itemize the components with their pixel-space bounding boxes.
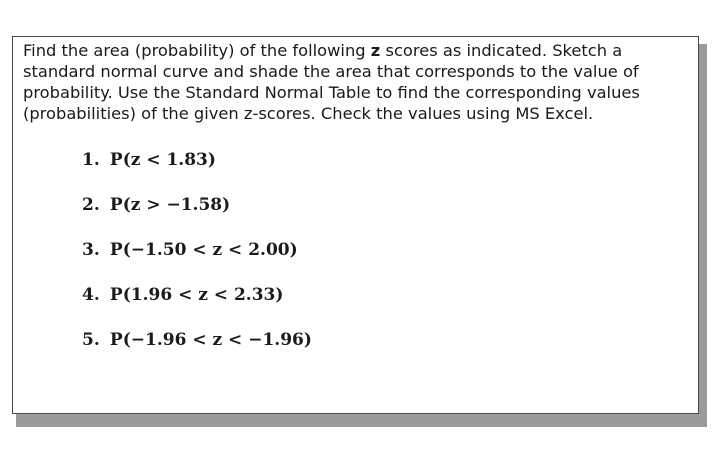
problem-expression: P(1.96 < z < 2.33) — [109, 285, 284, 305]
problem-item-5 — [82, 329, 312, 374]
problem-number: 3. — [82, 240, 100, 260]
problem-expression: P(z > −1.58) — [109, 195, 231, 215]
instructions-z-bold: z — [370, 41, 381, 60]
problem-box — [12, 36, 699, 414]
instructions-part-2: scores as indicated. Sketch a standard normal curve and shade the area that corresponds to the value of probability. Use the Standard Normal Table to find the corresponding values (probabilities) of the given z-scores. Check the values using MS Excel. — [23, 41, 640, 123]
problem-expression: P(z < 1.83) — [109, 150, 216, 170]
problem-number: 5. — [82, 330, 100, 350]
problem-item-3 — [82, 239, 312, 284]
problem-item-1 — [82, 149, 312, 194]
instructions-part-1: Find the area (probability) of the following — [23, 41, 371, 60]
problem-expression: P(−1.50 < z < 2.00) — [109, 240, 298, 260]
instructions-text — [23, 40, 693, 124]
problem-item-4 — [82, 284, 312, 329]
problem-list — [82, 149, 312, 374]
problem-number: 1. — [82, 150, 100, 170]
problem-number: 2. — [82, 195, 100, 215]
problem-expression: P(−1.96 < z < −1.96) — [109, 330, 312, 350]
problem-item-2 — [82, 194, 312, 239]
problem-number: 4. — [82, 285, 100, 305]
